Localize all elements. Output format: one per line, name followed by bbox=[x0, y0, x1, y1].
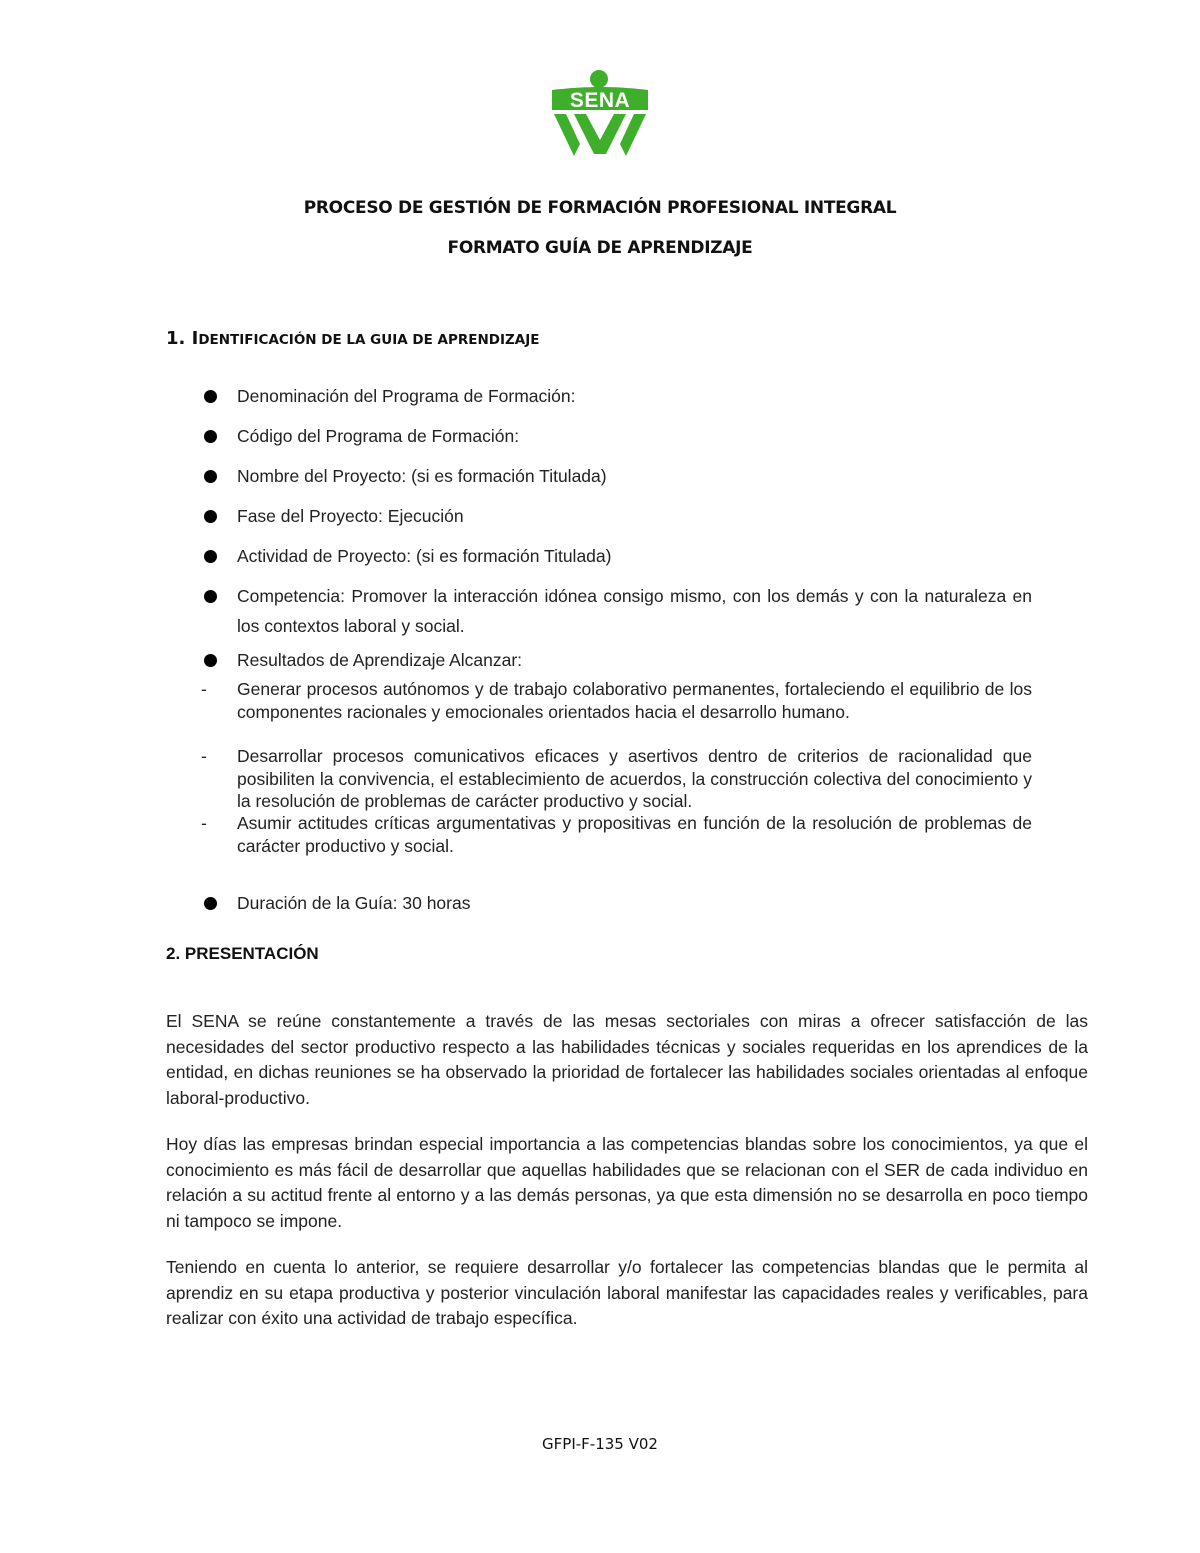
bullet-icon bbox=[204, 550, 217, 563]
bullet-icon bbox=[204, 590, 217, 603]
bullet-icon bbox=[204, 470, 217, 483]
bullet-icon bbox=[204, 390, 217, 403]
logo-arm-left bbox=[554, 114, 580, 156]
list-item: Denominación del Programa de Formación: bbox=[237, 381, 1032, 411]
result-item: - Desarrollar procesos comunicativos eficaces y asertivos dentro de criterios de racionalidad que posibiliten la convivencia, el establecimiento de acuerdos, la construcción colectiva del conocimiento y la resolución de problemas de carácter productivo y social. bbox=[201, 746, 1032, 811]
bullet-icon bbox=[204, 430, 217, 443]
paragraph: Hoy días las empresas brindan especial importancia a las competencias blandas sobre los conocimientos, ya que el conocimiento es más fácil de desarrollar que aquellas habilidades que se relacionan con el SER de cada individuo en relación a su actitud frente al entorno y a las demás personas, ya que esta dimensión no se desarrolla en poco tiempo ni tampoco se impone. bbox=[166, 1134, 1088, 1231]
logo-chevron bbox=[574, 114, 626, 154]
logo-head bbox=[590, 70, 608, 88]
list-item: Resultados de Aprendizaje Alcanzar: bbox=[237, 645, 1032, 675]
section-2-heading: 2. PRESENTACIÓN bbox=[166, 944, 319, 963]
list-item: Actividad de Proyecto: (si es formación Titulada) bbox=[237, 541, 1032, 571]
logo-text: SENA bbox=[569, 89, 631, 112]
process-title: PROCESO DE GESTIÓN DE FORMACIÓN PROFESIONAL INTEGRAL bbox=[303, 198, 897, 218]
result-item: - Generar procesos autónomos y de trabajo colaborativo permanentes, fortaleciendo el equilibrio de los componentes racionales y emocionales orientados hacia el desarrollo humano. bbox=[201, 679, 1032, 722]
bullet-icon bbox=[204, 654, 217, 667]
sena-logo bbox=[546, 66, 654, 164]
bullet-icon bbox=[204, 897, 217, 910]
list-item: Competencia: Promover la interacción idónea consigo mismo, con los demás y con la naturaleza en los contextos laboral y social. bbox=[237, 581, 1032, 641]
footer-code: GFPI-F-135 V02 bbox=[542, 1435, 658, 1453]
paragraph: El SENA se reúne constantemente a través de las mesas sectoriales con miras a ofrecer satisfacción de las necesidades del sector productivo respecto a las habilidades técnicas y sociales requeridas en los aprendices de la entidad, en dichas reuniones se ha observado la prioridad de fortalecer las habilidades sociales orientadas al enfoque laboral-productivo. bbox=[166, 1011, 1088, 1108]
list-item: Nombre del Proyecto: (si es formación Titulada) bbox=[237, 461, 1032, 491]
format-title: FORMATO GUÍA DE APRENDIZAJE bbox=[447, 238, 753, 258]
result-item: - Asumir actitudes críticas argumentativas y propositivas en función de la resolución de problemas de carácter productivo y social. bbox=[201, 813, 1032, 856]
duration-item: Duración de la Guía: 30 horas bbox=[237, 888, 1032, 918]
list-item: Fase del Proyecto: Ejecución bbox=[237, 501, 1032, 531]
paragraph: Teniendo en cuenta lo anterior, se requiere desarrollar y/o fortalecer las competencias blandas que le permita al aprendiz en su etapa productiva y posterior vinculación laboral manifestar las capacidades reales y verificables, para realizar con éxito una actividad de trabajo específica. bbox=[166, 1257, 1088, 1329]
section-1-heading: 1. IDENTIFICACIÓN DE LA GUIA DE APRENDIZAJE bbox=[166, 328, 540, 349]
bullet-icon bbox=[204, 510, 217, 523]
logo-arm-right bbox=[620, 114, 646, 156]
list-item: Código del Programa de Formación: bbox=[237, 421, 1032, 451]
